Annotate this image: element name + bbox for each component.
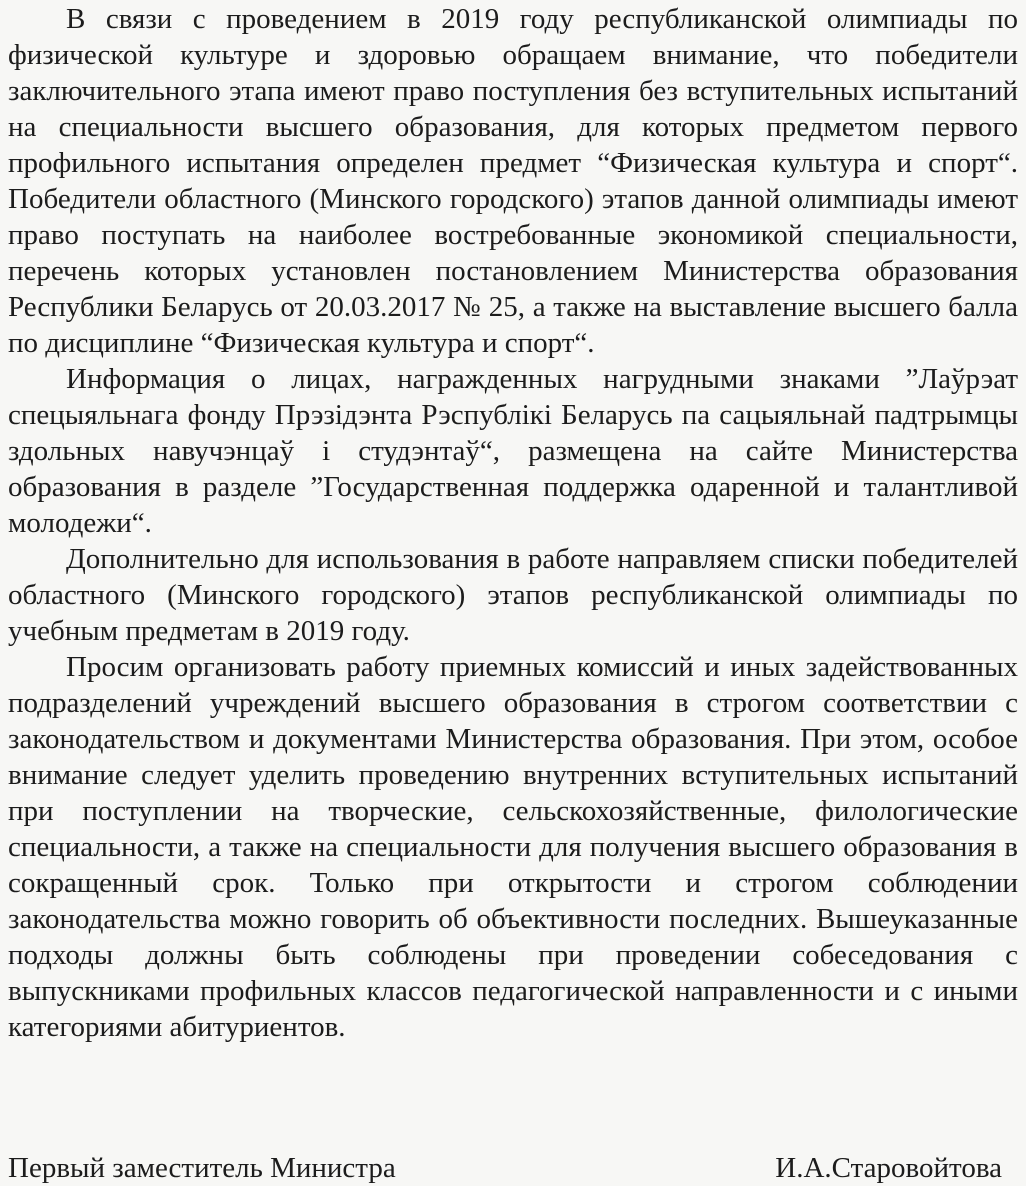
signature-block — [8, 1150, 1002, 1186]
letter-body — [8, 0, 1018, 1045]
paragraph-admission-request: Просим организовать работу приемных комиссий и иных задействованных подразделений учреждений высшего образования в строгом соответствии с законодательством и документами Министерства образования. При этом, особое внимание следует уделить проведению внутренних вступительных испытаний при поступлении на творческие, сельскохозяйственные, филологические специальности, а также на специальности для получения высшего образования в сокращенный срок. Только при открытости и строгом соблюдении законодательства можно говорить об объективности последних. Вышеуказанные подходы должны быть соблюдены при проведении собеседования с выпускниками профильных классов педагогической направленности и с иными категориями абитуриентов. — [8, 651, 1018, 1043]
signatory-position: Первый заместитель Министра — [8, 1152, 396, 1184]
paragraph-laureate-info: Информация о лицах, награжденных нагрудными знаками ”Лаўрэат спецыяльнага фонду Прэзідэнта Рэспублікі Беларусь па сацыяльнай падтрымцы здольных навучэнцаў і студэнтаў“, размещена на сайте Министерства образования в разделе ”Государственная поддержка одаренной и талантливой молодежи“. — [8, 363, 1018, 539]
paragraph-winner-lists: Дополнительно для использования в работе направляем списки победителей областного (Минского городского) этапов республиканской олимпиады по учебным предметам в 2019 году. — [8, 543, 1018, 647]
signatory-name: И.А.Старовойтова — [775, 1152, 1002, 1184]
paragraph-olympiad-rights: В связи с проведением в 2019 году республиканской олимпиады по физической культуре и здоровью обращаем внимание, что победители заключительного этапа имеют право поступления без вступительных испытаний на специальности высшего образования, для которых предметом первого профильного испытания определен предмет “Физическая культура и спорт“. Победители областного (Минского городского) этапов данной олимпиады имеют право поступать на наиболее востребованные экономикой специальности, перечень которых установлен постановлением Министерства образования Республики Беларусь от 20.03.2017 № 25, а также на выставление высшего балла по дисциплине “Физическая культура и спорт“. — [8, 3, 1018, 359]
